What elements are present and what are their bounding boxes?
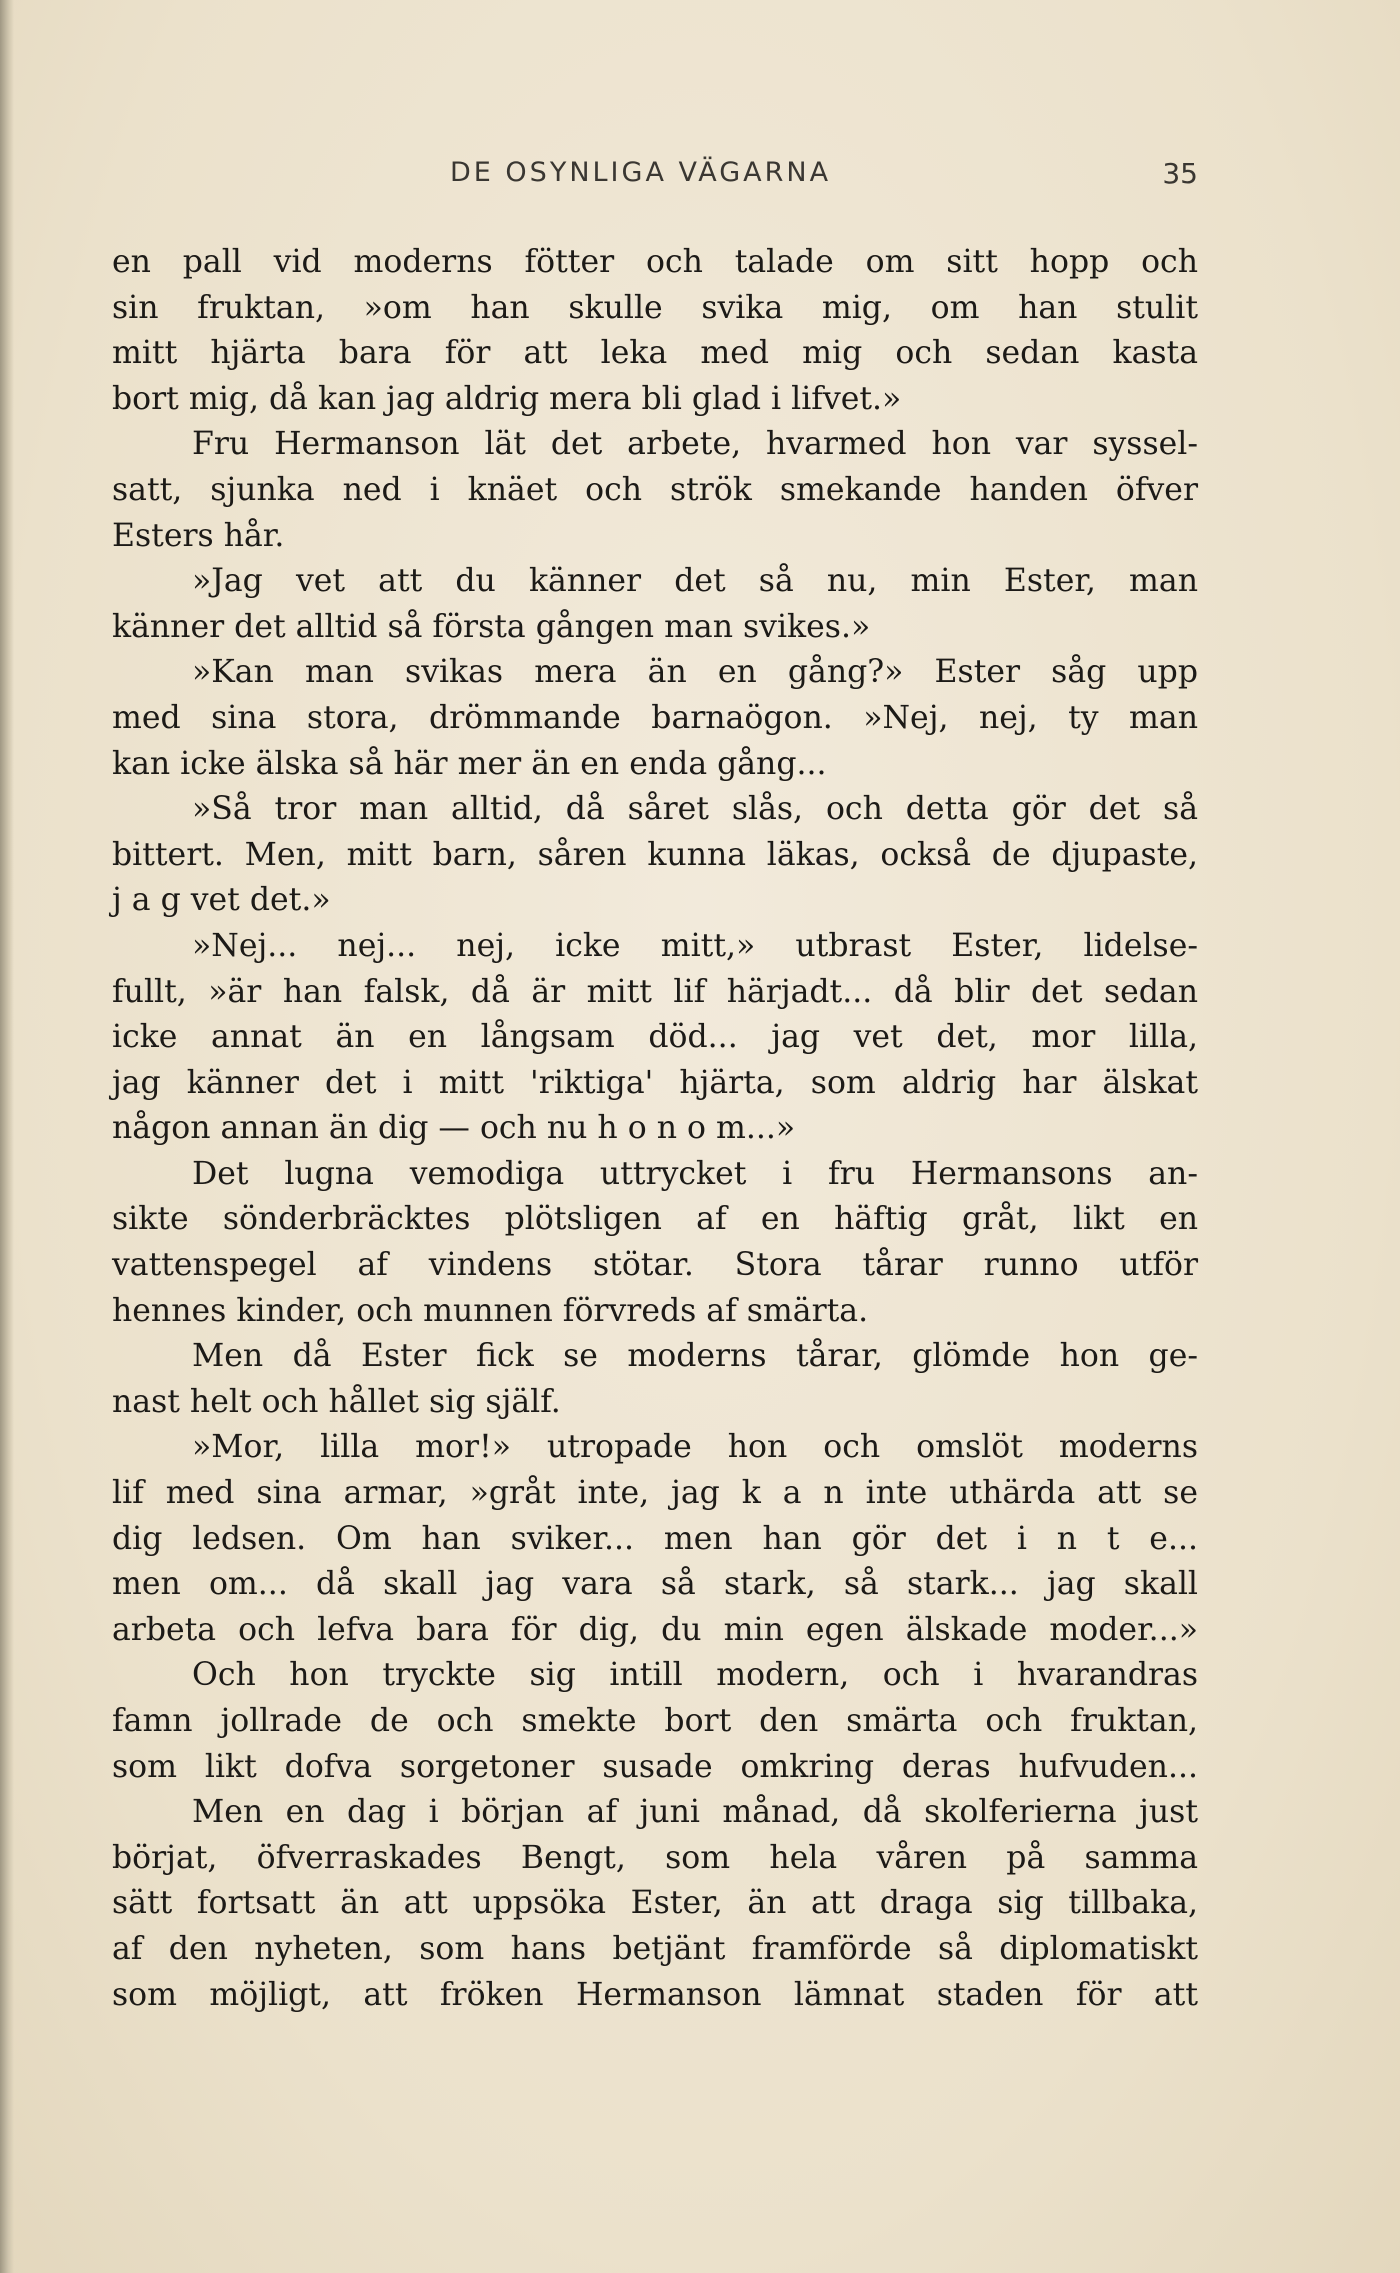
text-line: en pall vid moderns fötter och talade om sitt hopp och xyxy=(112,244,1198,280)
text-line: nast helt och hållet sig själf. xyxy=(112,1383,561,1420)
text-line: Men då Ester fick se moderns tårar, glömde hon ge- xyxy=(192,1338,1198,1375)
text-line: som möjligt, att fröken Hermanson lämnat staden för att xyxy=(112,1976,1198,2013)
body-text xyxy=(112,240,1198,2018)
text-line: sätt fortsatt än att uppsöka Ester, än att draga sig tillbaka, xyxy=(112,1885,1198,1922)
text-line: bittert. Men, mitt barn, såren kunna läkas, också de djupaste, xyxy=(112,836,1198,873)
text-line: sikte sönderbräcktes plötsligen af en häftig gråt, likt en xyxy=(112,1201,1198,1238)
text-line: hennes kinder, och munnen förvreds af smärta. xyxy=(112,1292,869,1329)
page-gutter-shadow xyxy=(0,0,14,2273)
running-title: DE OSYNLIGA VÄGARNA xyxy=(450,157,832,188)
text-line: af den nyheten, som hans betjänt framförde så diplomatiskt xyxy=(112,1930,1198,1967)
text-line: bort mig, då kan jag aldrig mera bli glad i lifvet.» xyxy=(112,380,902,417)
text-line: som likt dofva sorgetoner susade omkring deras hufvuden... xyxy=(112,1748,1198,1785)
text-line: med sina stora, drömmande barnaögon. »Nej, nej, ty man xyxy=(112,699,1198,736)
text-line: vattenspegel af vindens stötar. Stora tårar runno utför xyxy=(112,1247,1198,1284)
text-line: Det lugna vemodiga uttrycket i fru Hermansons an- xyxy=(192,1155,1198,1192)
text-line: arbeta och lefva bara för dig, du min egen älskade moder...» xyxy=(112,1611,1198,1648)
text-line: »Kan man svikas mera än en gång?» Ester såg upp xyxy=(192,654,1198,691)
text-line: lif med sina armar, »gråt inte, jag k a n inte uthärda att se xyxy=(112,1475,1198,1512)
text-line: Och hon tryckte sig intill modern, och i hvarandras xyxy=(192,1657,1198,1694)
text-line: kan icke älska så här mer än en enda gång... xyxy=(112,745,827,782)
text-line: dig ledsen. Om han sviker... men han gör det i n t e... xyxy=(112,1520,1198,1557)
text-line: jag känner det i mitt 'riktiga' hjärta, som aldrig har älskat xyxy=(112,1064,1198,1101)
text-line: känner det alltid så första gången man svikes.» xyxy=(112,608,871,645)
text-line: Men en dag i början af juni månad, då skolferierna just xyxy=(192,1794,1198,1831)
page-number: 35 xyxy=(1162,157,1198,190)
text-line: satt, sjunka ned i knäet och strök smekande handen öfver xyxy=(112,471,1198,508)
text-line: »Jag vet att du känner det så nu, min Ester, man xyxy=(192,563,1198,600)
text-line: famn jollrade de och smekte bort den smärta och fruktan, xyxy=(112,1703,1198,1739)
page-header xyxy=(112,157,1198,197)
text-line: Fru Hermanson lät det arbete, hvarmed hon var syssel- xyxy=(192,426,1198,463)
text-line: icke annat än en långsam död... jag vet det, mor lilla, xyxy=(112,1019,1198,1056)
text-line: sin fruktan, »om han skulle svika mig, om han stulit xyxy=(112,289,1198,326)
text-line: någon annan än dig — och nu h o n o m...» xyxy=(112,1110,796,1147)
text-line: börjat, öfverraskades Bengt, som hela våren på samma xyxy=(112,1839,1198,1876)
text-line: »Mor, lilla mor!» utropade hon och omslöt moderns xyxy=(192,1429,1198,1466)
text-line: »Så tror man alltid, då såret slås, och detta gör det så xyxy=(192,791,1198,828)
text-line: mitt hjärta bara för att leka med mig och sedan kasta xyxy=(112,335,1198,372)
text-line: men om... då skall jag vara så stark, så stark... jag skall xyxy=(112,1566,1198,1603)
text-line: »Nej... nej... nej, icke mitt,» utbrast Ester, lidelse- xyxy=(192,927,1198,964)
text-line: fullt, »är han falsk, då är mitt lif härjadt... då blir det sedan xyxy=(112,973,1198,1010)
text-line: Esters hår. xyxy=(112,517,285,554)
text-line: j a g vet det.» xyxy=(112,882,331,919)
